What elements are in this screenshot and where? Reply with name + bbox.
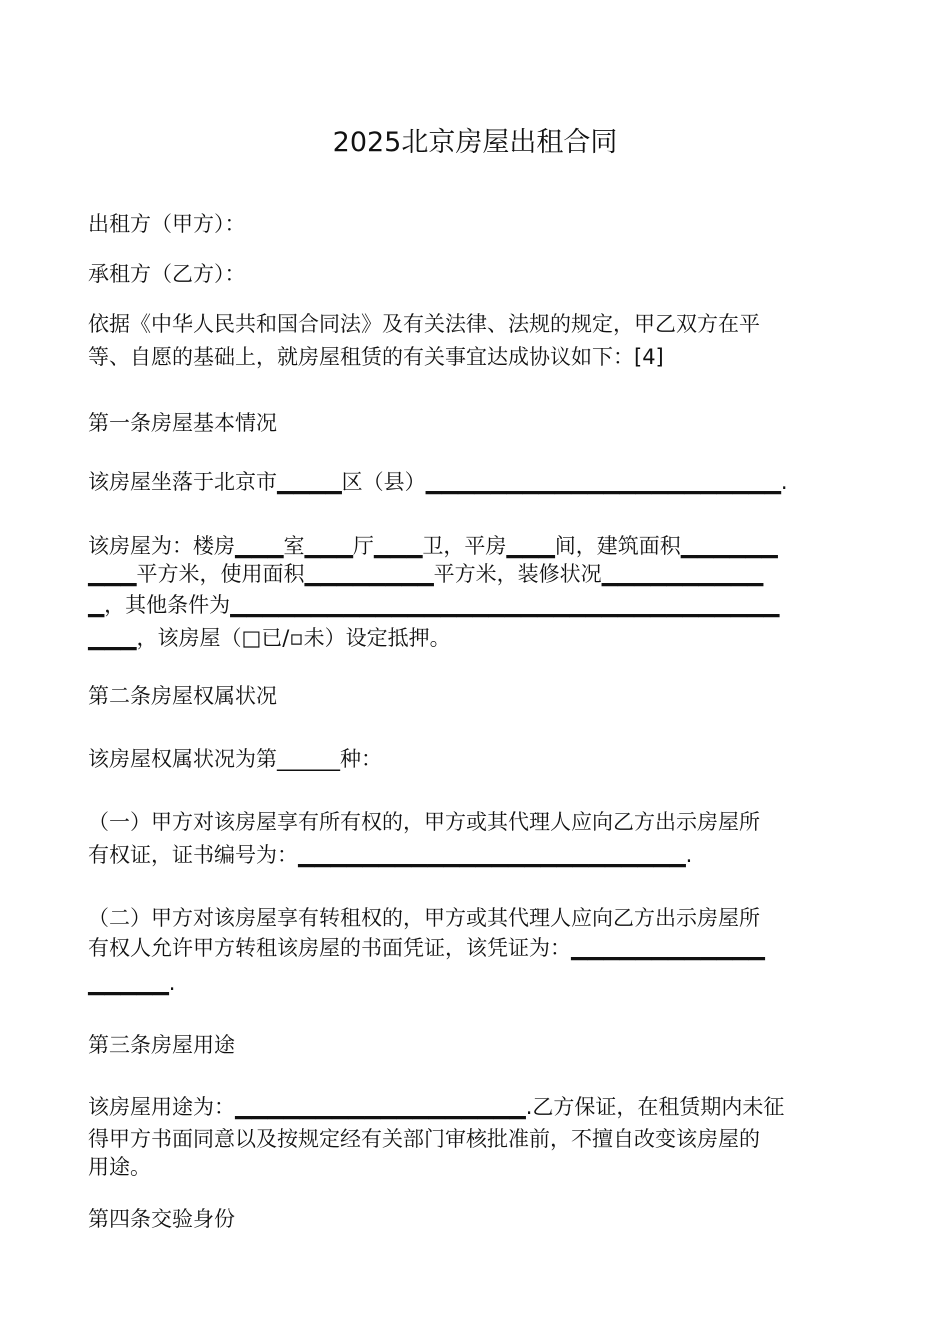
article-1-location: 该房屋坐落于北京市▁▁▁▁区（县）▁▁▁▁▁▁▁▁▁▁▁▁▁▁▁▁▁▁▁▁▁▁. <box>88 470 788 494</box>
article-3-use-line-2: 得甲方书面同意以及按规定经有关部门审核批准前，不擅自改变该房屋的 <box>88 1127 760 1151</box>
document-title: 2025北京房屋出租合同 <box>332 127 618 158</box>
intro-line-1: 依据《中华人民共和国合同法》及有关法律、法规的规定，甲乙双方在平 <box>88 312 760 336</box>
article-2-opt2-line-2: 有权人允许甲方转租该房屋的书面凭证，该凭证为：▁▁▁▁▁▁▁▁▁▁▁▁ <box>88 936 765 960</box>
article-2-option-1 <box>88 806 863 872</box>
article-2-opt2-line-1: （二）甲方对该房屋享有转租权的，甲方或其代理人应向乙方出示房屋所 <box>88 906 760 930</box>
article-1-desc-line-3: ▁，其他条件为▁▁▁▁▁▁▁▁▁▁▁▁▁▁▁▁▁▁▁▁▁▁▁▁▁▁▁▁▁▁▁▁▁▁ <box>88 593 780 617</box>
article-1-desc-line-1: 该房屋为：楼房▁▁▁室▁▁▁厅▁▁▁卫，平房▁▁▁间，建筑面积▁▁▁▁▁▁ <box>88 534 778 558</box>
lessee-line: 承租方（乙方）： <box>88 262 246 286</box>
article-2-opt1-line-1: （一）甲方对该房屋享有所有权的，甲方或其代理人应向乙方出示房屋所 <box>88 810 760 834</box>
article-2-option-2 <box>88 904 863 1001</box>
article-3-heading: 第三条房屋用途 <box>88 1033 235 1057</box>
article-1-desc-line-4: ▁▁▁，该房屋（□已/▫未）设定抵押。 <box>88 626 451 650</box>
article-2-type: 该房屋权属状况为第______种： <box>88 747 382 771</box>
intro-line-2: 等、自愿的基础上，就房屋租赁的有关事宜达成协议如下：[4] <box>88 345 664 369</box>
article-2-heading: 第二条房屋权属状况 <box>88 684 277 708</box>
lessor-line: 出租方（甲方）： <box>88 212 246 236</box>
article-1-desc-line-2: ▁▁▁平方米，使用面积▁▁▁▁▁▁▁▁平方米，装修状况▁▁▁▁▁▁▁▁▁▁ <box>88 562 764 586</box>
intro-paragraph <box>88 308 863 374</box>
article-4-heading: 第四条交验身份 <box>88 1207 235 1231</box>
article-2-opt2-line-3: ▁▁▁▁▁. <box>88 971 176 995</box>
article-3-use <box>88 1091 863 1180</box>
article-1-heading: 第一条房屋基本情况 <box>88 411 277 435</box>
article-2-opt1-line-2: 有权证，证书编号为：▁▁▁▁▁▁▁▁▁▁▁▁▁▁▁▁▁▁▁▁▁▁▁▁. <box>88 843 693 867</box>
article-3-use-line-1: 该房屋用途为：▁▁▁▁▁▁▁▁▁▁▁▁▁▁▁▁▁▁.乙方保证，在租赁期内未征 <box>88 1095 785 1119</box>
article-3-use-line-3: 用途。 <box>88 1155 151 1179</box>
article-1-description <box>88 532 863 655</box>
